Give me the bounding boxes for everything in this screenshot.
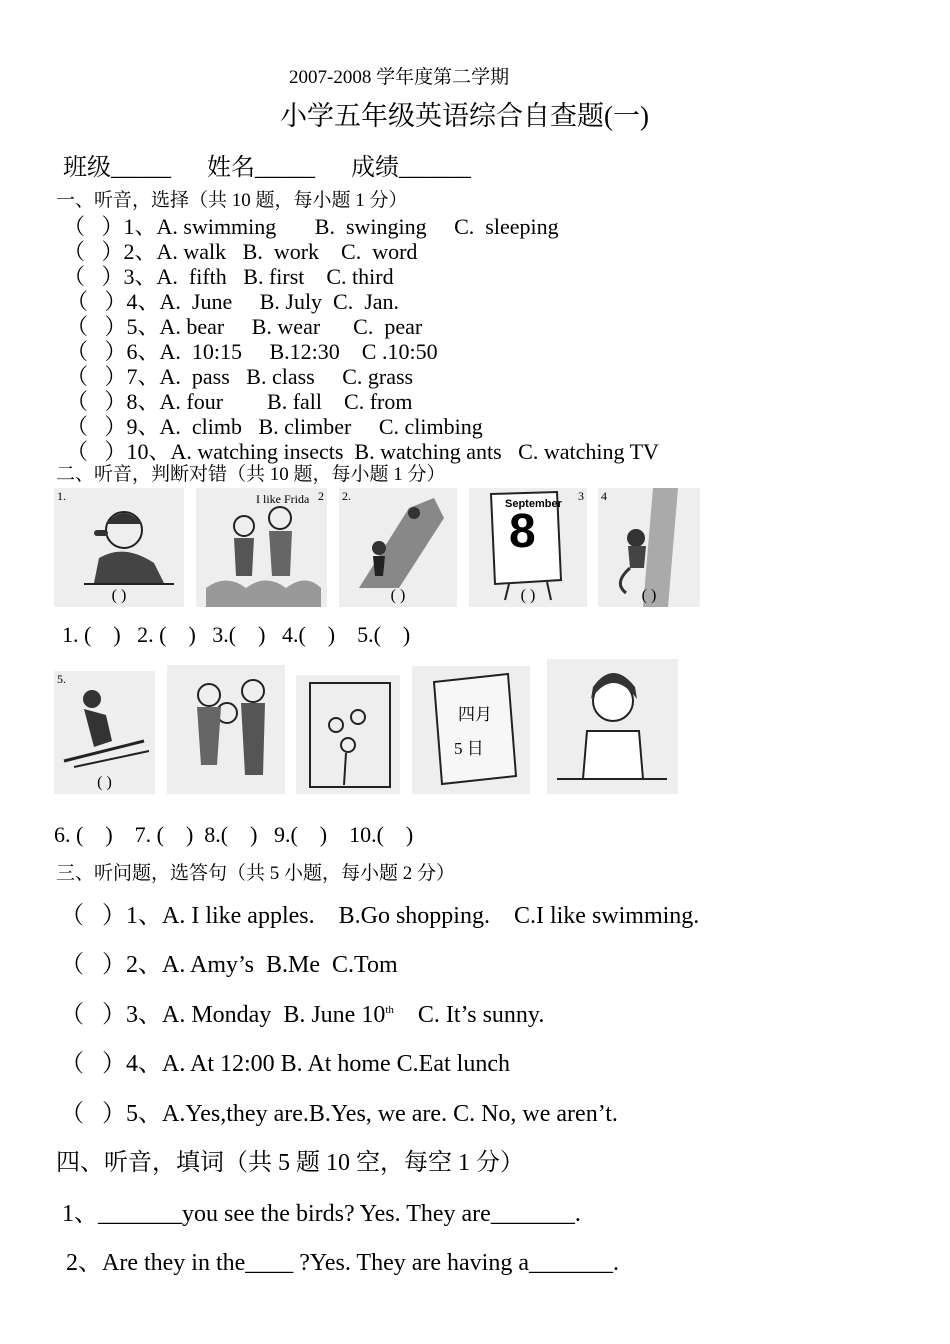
list-item: （ ）9、A. climb B. climber C. climbing xyxy=(66,414,483,439)
calendar-day: 8 xyxy=(509,505,536,558)
list-item: （ ）10、A. watching insects B. watching ants C. watching TV xyxy=(66,439,659,464)
list-item: （ ）8、A. four B. fall C. from xyxy=(66,389,413,414)
children-group-icon xyxy=(167,665,285,794)
page-title: 小学五年级英语综合自查题(一) xyxy=(280,101,649,131)
row1-answer-blanks: 1. ( ) 2. ( ) 3.( ) 4.( ) 5.( ) xyxy=(62,622,411,647)
answer-paren: ( ) xyxy=(520,587,536,604)
list-item: （ ）2、A. Amy’s B.Me C.Tom xyxy=(60,952,398,978)
list-item: （ ）2、A. walk B. work C. word xyxy=(63,239,418,264)
answer-paren: ( ) xyxy=(641,587,657,604)
list-item: （ ）7、A. pass B. class C. grass xyxy=(66,364,414,389)
girl-icon xyxy=(547,659,678,794)
answer-paren: ( ) xyxy=(390,587,406,604)
flowers-icon xyxy=(296,675,400,794)
picture-7-kids-with-cameras xyxy=(167,665,285,794)
student-info-fields: 班级_____ 姓名_____ 成绩______ xyxy=(63,155,471,181)
picture-2-two-kids xyxy=(196,488,327,607)
section1-heading: 一、听音，选择（共 10 题，每小题 1 分） xyxy=(56,190,408,211)
list-item: （ ）6、A. 10:15 B.12:30 C .10:50 xyxy=(66,339,438,364)
picture-number: 2 xyxy=(318,489,324,503)
list-item: （ ）4、A. June B. July C. Jan. xyxy=(66,289,400,314)
answer-paren: ( ) xyxy=(111,587,127,604)
list-item: （ ）5、A.Yes,they are.B.Yes, we are. C. No, we aren’t. xyxy=(60,1101,618,1127)
calendar-month: 四月 xyxy=(458,705,492,724)
picture-9-april-calendar xyxy=(412,666,530,794)
list-item xyxy=(60,994,544,1029)
picture-caption: I like Frida xyxy=(256,492,310,506)
picture-4-september-calendar xyxy=(469,488,587,607)
picture-number: 2. xyxy=(342,489,351,503)
picture-8-flowers-window xyxy=(296,675,400,794)
calendar-page-icon xyxy=(412,666,530,794)
picture-number: 5. xyxy=(57,672,66,686)
list-item: （ ）1、A. swimming B. swinging C. sleeping xyxy=(63,214,559,239)
question-text: C. It’s sunny. xyxy=(393,1002,545,1028)
list-item: （ ）5、A. bear B. wear C. pear xyxy=(66,314,423,339)
question-text: （ ）3、A. Monday B. June 10 xyxy=(60,1002,386,1028)
picture-6-skiing xyxy=(54,671,155,794)
picture-number: 1. xyxy=(57,489,66,503)
list-item: 1、_______you see the birds? Yes. They are_______. xyxy=(62,1201,581,1227)
picture-number: 3 xyxy=(578,489,584,503)
picture-1-phone-call xyxy=(54,488,184,607)
picture-3-climbing xyxy=(339,488,457,607)
section4-heading: 四、听音，填词（共 5 题 10 空，每空 1 分） xyxy=(56,1150,524,1176)
list-item: （ ）4、A. At 12:00 B. At home C.Eat lunch xyxy=(60,1051,510,1077)
calendar-day: 5 日 xyxy=(454,739,484,758)
picture-10-girl-waving xyxy=(547,659,678,794)
school-term: 2007-2008 学年度第二学期 xyxy=(289,67,510,88)
row2-answer-blanks: 6. ( ) 7. ( ) 8.( ) 9.( ) 10.( ) xyxy=(54,822,414,847)
answer-paren: ( ) xyxy=(97,774,112,791)
picture-5-monkey-tree xyxy=(598,488,700,607)
ordinal-suffix: th xyxy=(385,1004,394,1016)
list-item: （ ）1、A. I like apples. B.Go shopping. C.I like swimming. xyxy=(60,903,700,929)
list-item: （ ）3、A. fifth B. first C. third xyxy=(63,264,394,289)
list-item: 2、Are they in the____ ?Yes. They are having a_______. xyxy=(66,1250,620,1276)
picture-number: 4 xyxy=(601,489,607,503)
section2-heading: 二、听音，判断对错（共 10 题，每小题 1 分） xyxy=(56,464,446,485)
section3-heading: 三、听问题，选答句（共 5 小题，每小题 2 分） xyxy=(56,863,456,884)
calendar-month: September xyxy=(505,498,562,510)
